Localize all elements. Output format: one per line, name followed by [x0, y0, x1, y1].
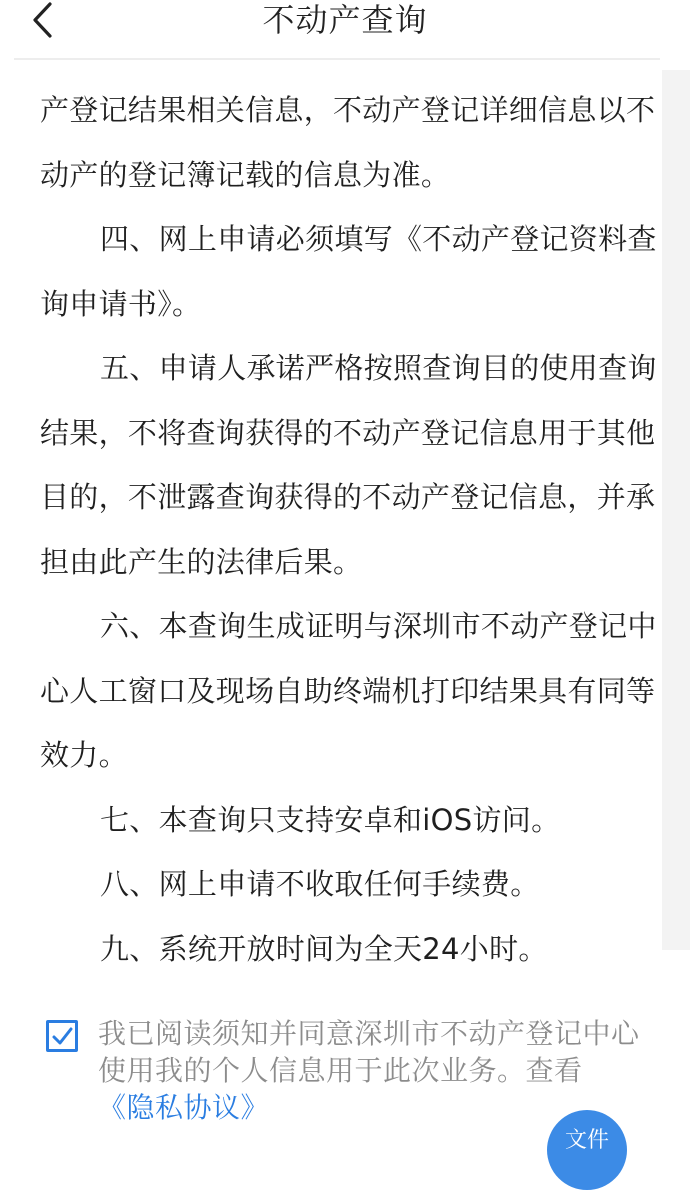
notice-item-5: 五、申请人承诺严格按照查询目的使用查询结果，不将查询获得的不动产登记信息用于其他目的，不泄露查询获得的不动产登记信息，并承担由此产生的法律后果。: [40, 351, 657, 579]
notice-item-4: 四、网上申请必须填写《不动产登记资料查询申请书》。: [40, 222, 657, 321]
scroll-edge: [662, 70, 690, 950]
privacy-agreement-link[interactable]: 《隐私协议》: [98, 1091, 270, 1124]
notice-item-8: 八、网上申请不收取任何手续费。: [100, 867, 540, 901]
notice-item-6: 六、本查询生成证明与深圳市不动产登记中心人工窗口及现场自助终端机打印结果具有同等效力。: [40, 609, 657, 772]
notice-paragraph: 产登记结果相关信息，不动产登记详细信息以不动产的登记簿记载的信息为准。: [40, 93, 656, 192]
notice-item-7: 七、本查询只支持安卓和iOS访问。: [100, 802, 561, 837]
consent-label: 我已阅读须知并同意深圳市不动产登记中心使用我的个人信息用于此次业务。查看: [98, 1017, 640, 1087]
floating-button-label: 文件: [564, 1128, 609, 1153]
header-bar: [0, 0, 690, 50]
consent-checkbox[interactable]: [46, 1020, 78, 1052]
notice-item-9: 九、系统开放时间为全天24小时。: [100, 931, 548, 966]
checkmark-icon: [51, 1025, 73, 1047]
consent-text: [98, 1015, 648, 1126]
floating-file-button[interactable]: [547, 1110, 627, 1190]
header-divider: [14, 58, 660, 60]
notice-content: [40, 78, 660, 981]
page-title: 不动产查询: [262, 1, 428, 39]
